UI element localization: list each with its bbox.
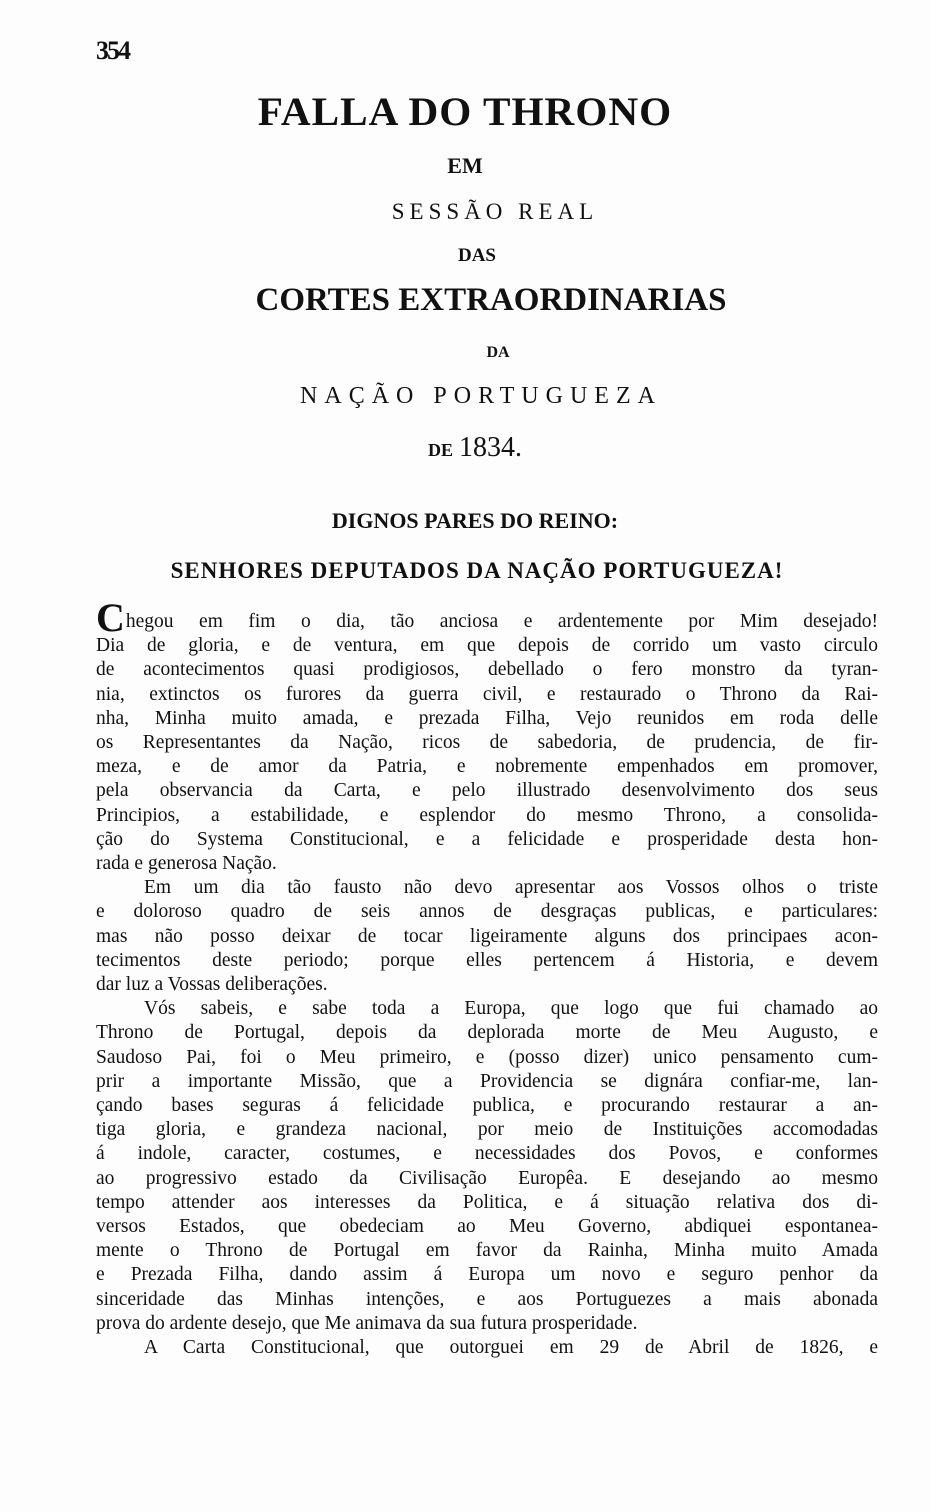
line-text: tiga gloria, e grandeza nacional, por meio de Instituições accomodadas [96, 1119, 878, 1141]
line-text: Em um dia tão fausto não devo apresentar aos Vossos olhos o triste [144, 877, 878, 899]
text-line [96, 949, 878, 973]
text-line [96, 634, 878, 658]
line-text: prir a importante Missão, que a Providencia se dignára confiar-me, lan- [96, 1070, 878, 1092]
line-text: Throno de Portugal, depois da deplorada morte de Meu Augusto, e [96, 1022, 878, 1044]
text-line [96, 779, 878, 803]
text-line [96, 1215, 878, 1239]
title-year-value: 1834. [459, 432, 522, 463]
title-sessao-real: SESSÃO REAL [391, 199, 599, 224]
line-text: tecimentos deste periodo; porque elles pertencem á Historia, e devem [96, 949, 878, 971]
line-text: Saudoso Pai, foi o Meu primeiro, e (posso dizer) unico pensamento cum- [96, 1046, 878, 1068]
line-text: mente o Throno de Portugal em favor da Rainha, Minha muito Amada [96, 1240, 878, 1262]
title-de: DE [427, 440, 453, 460]
drop-cap: C [96, 595, 125, 640]
text-line [96, 997, 878, 1021]
text-line [96, 1167, 878, 1191]
text-line [96, 1239, 878, 1263]
salutation-pares: DIGNOS PARES DO REINO: [331, 508, 619, 533]
paragraph [96, 1336, 878, 1360]
text-line [96, 1070, 878, 1094]
text-line [96, 1142, 878, 1166]
line-text: pela observancia da Carta, e pelo illustrado desenvolvimento dos seus [96, 780, 878, 802]
line-text: nia, extinctos os furores da guerra civil, e restaurado o Throno da Rai- [96, 683, 878, 705]
line-text: ao progressivo estado da Civilisação Europêa. E desejando ao mesmo [96, 1167, 878, 1189]
line-text: hegou em fim o dia, tão anciosa e ardentemente por Mim desejado! [125, 611, 878, 632]
text-line [96, 1094, 878, 1118]
text-line [96, 1191, 878, 1215]
line-text: á indole, caracter, costumes, e necessidades dos Povos, e conformes [96, 1143, 878, 1165]
title-cortes: CORTES EXTRAORDINARIAS [255, 282, 727, 318]
line-text: ção do Systema Constitucional, e a felicidade e prosperidade desta hon- [96, 828, 878, 850]
text-line [96, 973, 878, 997]
title-main: FALLA DO THRONO [257, 89, 673, 134]
text-line [96, 1336, 878, 1360]
line-text: çando bases seguras á felicidade publica, e procurando restaurar a an- [96, 1095, 878, 1117]
text-line [96, 658, 878, 682]
text-line [96, 925, 878, 949]
text-line [96, 828, 878, 852]
line-text: e doloroso quadro de seis annos de desgraças publicas, e particulares: [96, 901, 878, 923]
line-text: sinceridade das Minhas intenções, e aos Portuguezes a mais abonada [96, 1288, 878, 1310]
text-line [96, 731, 878, 755]
line-text: dar luz a Vossas deliberações. [96, 974, 328, 996]
text-line [96, 876, 878, 900]
text-line [96, 707, 878, 731]
line-text: Vós sabeis, e sabe toda a Europa, que logo que fui chamado ao [144, 998, 878, 1020]
line-text: versos Estados, que obedeciam ao Meu Governo, abdiquei espontanea- [96, 1216, 878, 1238]
line-text: prova do ardente desejo, que Me animava da sua futura prosperidade. [96, 1312, 638, 1334]
text-line [96, 1288, 878, 1312]
text-line [96, 804, 878, 828]
line-text: A Carta Constitucional, que outorguei em 29 de Abril de 1826, e [144, 1337, 878, 1359]
title-em: EM [447, 153, 483, 178]
text-line [96, 900, 878, 924]
page-number: 354 [96, 36, 129, 65]
title-das: DAS [457, 245, 496, 266]
line-text: nha, Minha muito amada, e prezada Filha, Vejo reunidos em roda delle [96, 707, 878, 729]
text-line [96, 755, 878, 779]
paragraph [96, 876, 878, 997]
speech-body [96, 595, 878, 1360]
line-text: Dia de gloria, e de ventura, em que depois de corrido um vasto circulo [96, 635, 878, 657]
paragraph [96, 595, 878, 876]
title-year [10, 432, 930, 464]
text-line [96, 1118, 878, 1142]
line-text: mas não posso deixar de tocar ligeiramente alguns dos principaes acon- [96, 925, 878, 947]
text-line [96, 1021, 878, 1045]
text-line [96, 1263, 878, 1287]
line-text: rada e generosa Nação. [96, 853, 277, 875]
text-line [96, 852, 878, 876]
text-line [96, 595, 878, 640]
text-line [96, 1312, 878, 1336]
title-da: DA [486, 344, 510, 361]
title-nacao: NAÇÃO PORTUGUEZA [300, 383, 662, 409]
line-text: e Prezada Filha, dando assim á Europa um novo e seguro penhor da [96, 1264, 878, 1286]
line-text: de acontecimentos quasi prodigiosos, debellado o fero monstro da tyran- [96, 659, 878, 681]
paragraph [96, 997, 878, 1336]
line-text: tempo attender aos interesses da Politica, e á situação relativa dos di- [96, 1191, 878, 1213]
line-text: meza, e de amor da Patria, e nobremente empenhados em promover, [96, 756, 878, 778]
text-line [96, 683, 878, 707]
text-line [96, 1046, 878, 1070]
line-text: Principios, a estabilidade, e esplendor do mesmo Throno, a consolida- [96, 804, 878, 826]
salutation-deputados: SENHORES DEPUTADOS DA NAÇÃO PORTUGUEZA! [170, 558, 784, 583]
line-text: os Representantes da Nação, ricos de sabedoria, de prudencia, de fir- [96, 732, 878, 754]
